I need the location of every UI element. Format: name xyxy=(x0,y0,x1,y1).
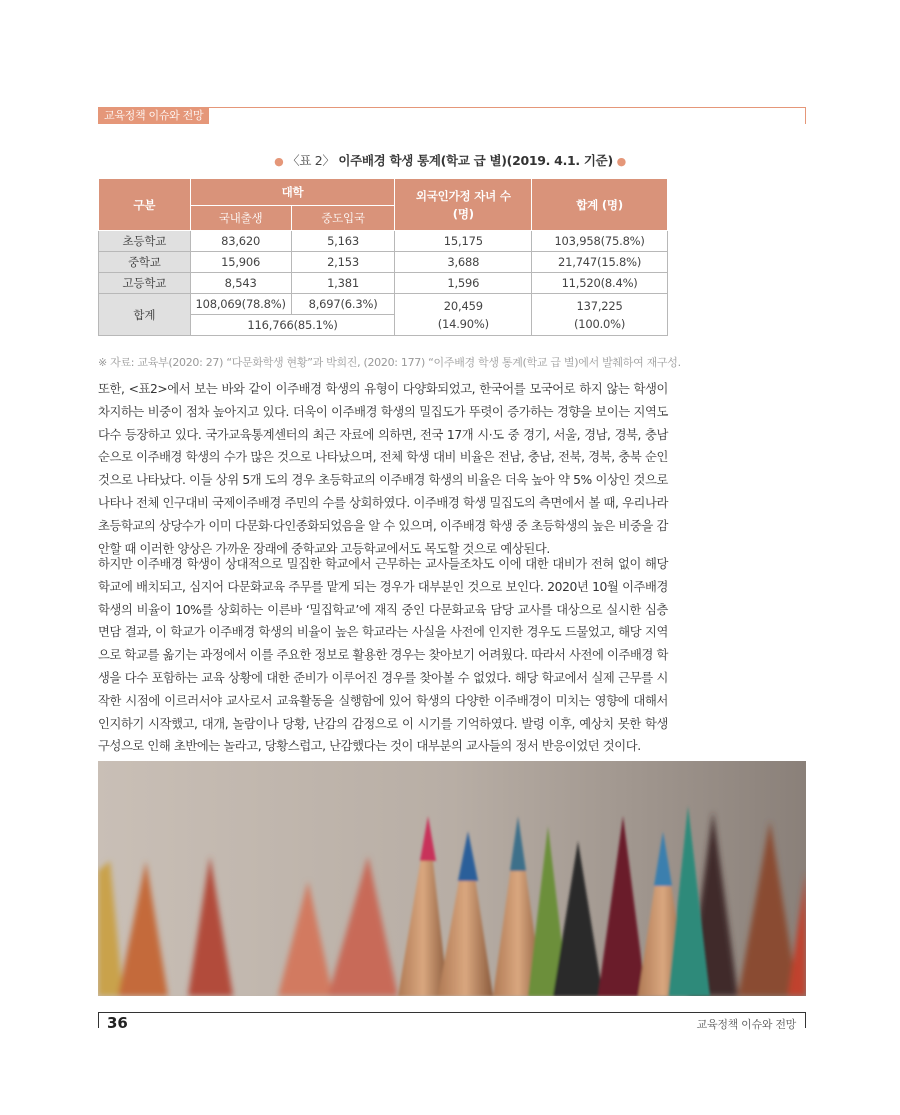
table-caption-title: 이주배경 학생 통계(학교 급 별)(2019. 4.1. 기준) xyxy=(338,153,613,168)
table-row xyxy=(99,273,668,294)
table-row xyxy=(99,252,668,273)
table-row xyxy=(99,231,668,252)
bullet-dot-icon: ● xyxy=(616,155,626,168)
header-category: 구분 xyxy=(99,179,191,231)
colored-pencils-photo xyxy=(98,761,806,996)
page-number: 36 xyxy=(107,1014,128,1032)
cell-total: 21,747(15.8%) xyxy=(532,252,668,273)
cell-foreign-family: 3,688 xyxy=(395,252,532,273)
sum-total xyxy=(532,294,668,336)
sum-total-pct: (100.0%) xyxy=(573,316,626,331)
sum-foreign-family-pct: (14.90%) xyxy=(437,316,489,331)
sum-total-value: 137,225 xyxy=(576,298,623,313)
sum-foreign-family-value: 20,459 xyxy=(443,298,483,313)
row-label: 고등학교 xyxy=(99,273,191,294)
cell-midway-entry: 5,163 xyxy=(291,231,395,252)
section-title-tag: 교육정책 이슈와 전망 xyxy=(98,107,209,124)
table-source-note: ※ 자료: 교육부(2020: 27) “다문화학생 현황”과 박희진, (2020: 177) “이주배경 학생 통계(학교 급 별)에서 발췌하여 재구성. xyxy=(98,356,681,369)
student-stats-table xyxy=(98,178,668,336)
row-label: 초등학교 xyxy=(99,231,191,252)
bullet-dot-icon: ● xyxy=(274,155,284,168)
header-domestic-born: 국내출생 xyxy=(190,206,291,231)
cell-total: 11,520(8.4%) xyxy=(532,273,668,294)
table-row-sum xyxy=(99,294,668,315)
cell-midway-entry: 1,381 xyxy=(291,273,395,294)
cell-domestic-born: 83,620 xyxy=(190,231,291,252)
cell-foreign-family: 15,175 xyxy=(395,231,532,252)
table-caption xyxy=(0,151,900,169)
header-midway-entry: 중도입국 xyxy=(291,206,395,231)
cell-domestic-born: 15,906 xyxy=(190,252,291,273)
cell-midway-entry: 2,153 xyxy=(291,252,395,273)
sum-label: 합계 xyxy=(99,294,191,336)
cell-total: 103,958(75.8%) xyxy=(532,231,668,252)
footer-title: 교육정책 이슈와 전망 xyxy=(696,1018,796,1031)
sum-combined: 116,766(85.1%) xyxy=(190,315,395,336)
sum-domestic-born: 108,069(78.8%) xyxy=(190,294,291,315)
header-total: 합계 (명) xyxy=(532,179,668,231)
cell-domestic-born: 8,543 xyxy=(190,273,291,294)
header-group-parent: 대학 xyxy=(190,179,395,206)
sum-midway-entry: 8,697(6.3%) xyxy=(291,294,395,315)
sum-foreign-family xyxy=(395,294,532,336)
table-caption-label: 〈표 2〉 xyxy=(287,153,335,168)
body-paragraph-2: 하지만 이주배경 학생이 상대적으로 밀집한 학교에서 근무하는 교사들조차도 이에 대한 대비가 전혀 없이 해당 학교에 배치되고, 심지어 다문화교육 주무를 맡게 되는 경우가 대부분인 것으로 보인다. 2020년 10월 이주배경 학생의 비율이 10%를 상회하는 이른바 ‘밀집학교’에 재직 중인 다문화교육 담당 교사를 대상으로 실시한 심층 면담 결과, 이 학교가 이주배경 학생의 비율이 높은 학교라는 사실을 사전에 인지한 경우도 드물었고, 해당 지역으로 학교를 옮기는 과정에서 이를 주요한 정보로 활용한 경우는 찾아보기 어려웠다. 따라서 사전에 이주배경 학생을 다수 포함하는 교육 상황에 대한 준비가 이루어진 경우를 찾아볼 수 없었다. 해당 학교에서 실제 근무를 시작한 시점에 이르러서야 교사로서 교육활동을 실행함에 있어 학생의 다양한 이주배경이 미치는 영향에 대해서 인지하기 시작했고, 대개, 놀람이나 당황, 난감의 감정으로 이 시기를 기억하였다. 발령 이후, 예상치 못한 학생 구성으로 인해 초반에는 놀라고, 당황스럽고, 난감했다는 것이 대부분의 교사들의 정서 반응이었던 것이다. xyxy=(98,557,668,754)
cell-foreign-family: 1,596 xyxy=(395,273,532,294)
row-label: 중학교 xyxy=(99,252,191,273)
header-foreign-family: 외국인가정 자녀 수 (명) xyxy=(395,179,532,231)
body-paragraph-1: 또한, <표2>에서 보는 바와 같이 이주배경 학생의 유형이 다양화되었고, 한국어를 모국어로 하지 않는 학생이 차지하는 비중이 점차 높아지고 있다. 더욱이 이주배경 학생의 밀집도가 뚜렷이 증가하는 경향을 보이는 지역도 다수 등장하고 있다. 국가교육통계센터의 최근 자료에 의하면, 전국 17개 시·도 중 경기, 서울, 경남, 경북, 충남 순으로 이주배경 학생의 수가 많은 것으로 나타났으며, 전체 학생 대비 비율은 전남, 충남, 전북, 경북, 충북 순인 것으로 나타났다. 이들 상위 5개 도의 경우 초등학교의 이주배경 학생의 비율은 더욱 높아 약 5% 이상인 것으로 나타나 전체 인구대비 국제이주배경 주민의 수를 상회하였다. 이주배경 학생 밀집도의 측면에서 볼 때, 우리나라 초등학교의 상당수가 이미 다문화·다인종화되었음을 알 수 있으며, 이주배경 학생 중 초등학생의 높은 비중을 감안할 때 이러한 양상은 가까운 장래에 중학교와 고등학교에서도 목도할 것으로 예상된다. xyxy=(98,382,668,556)
